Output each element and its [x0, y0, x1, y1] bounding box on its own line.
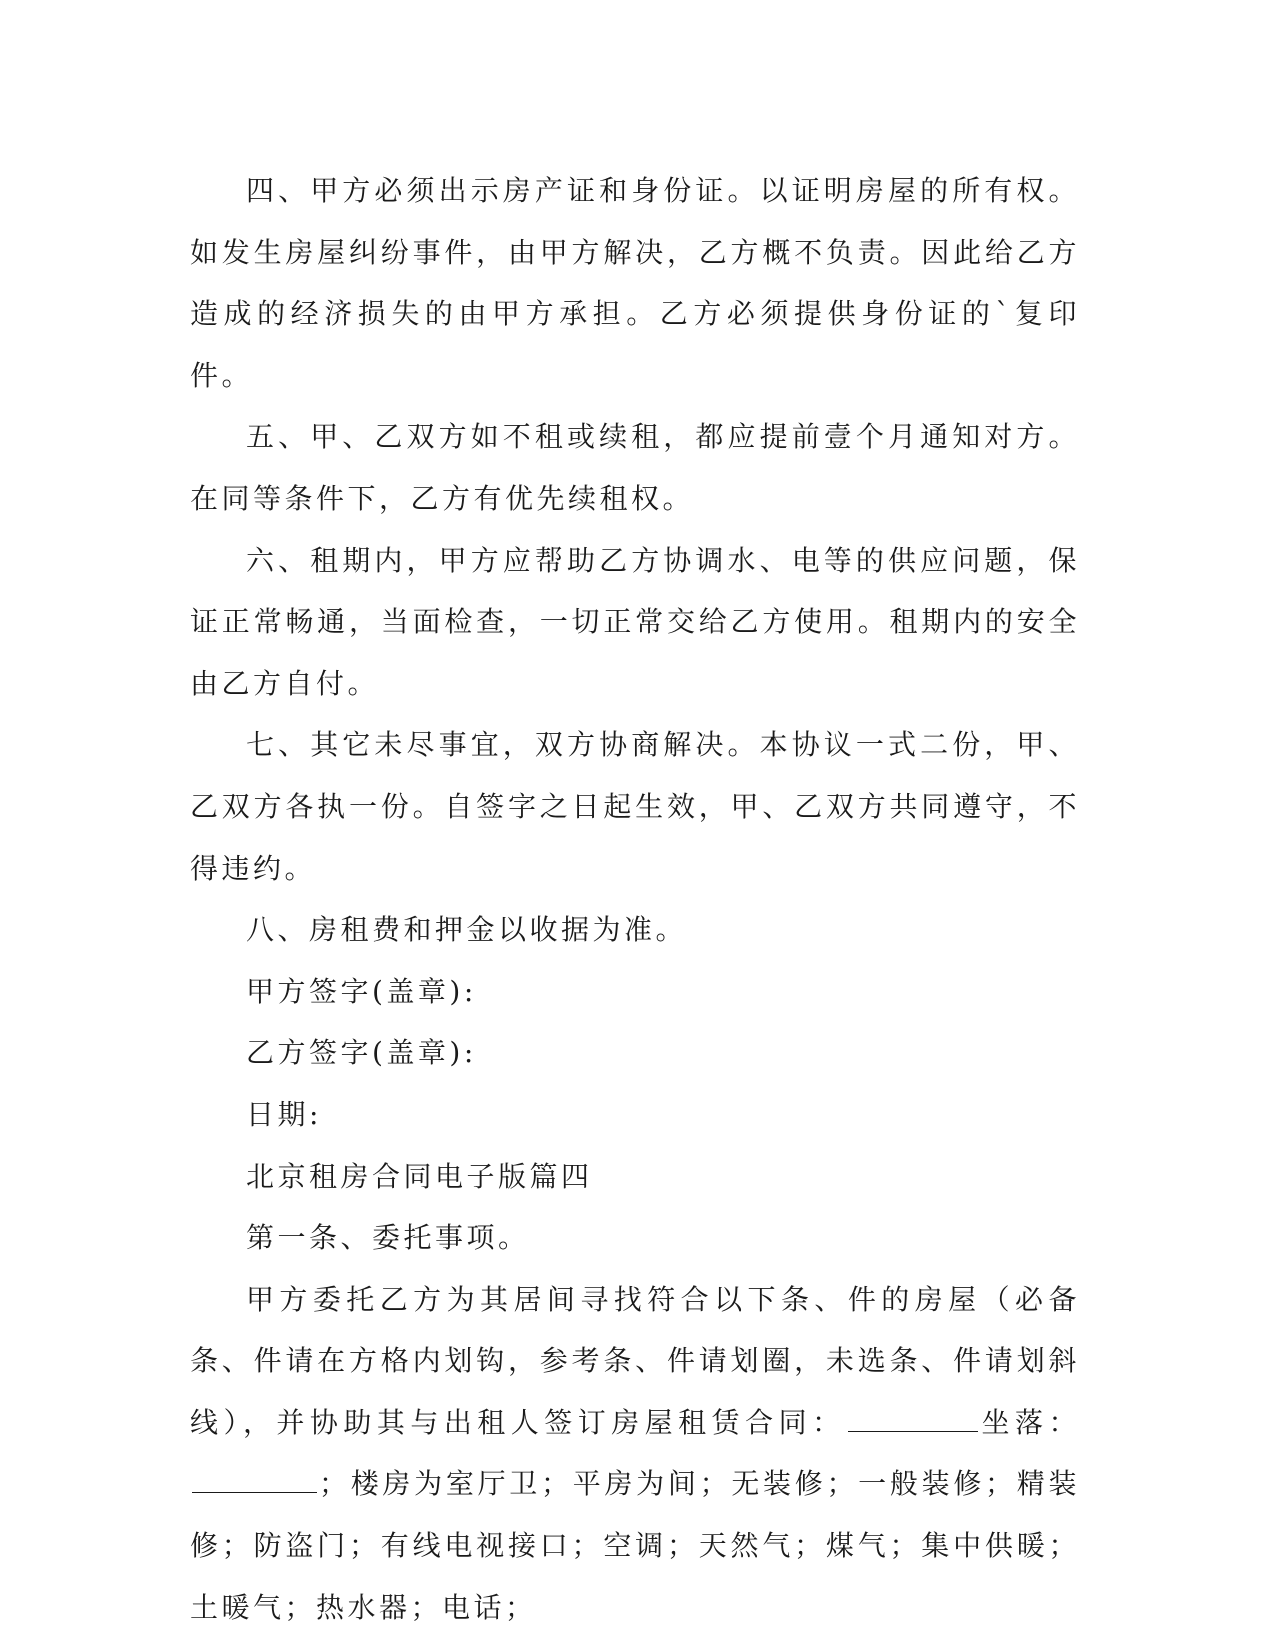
- clause-6: 六、租期内，甲方应帮助乙方协调水、电等的供应问题，保证正常畅通，当面检查，一切正常交给乙方使用。租期内的安全由乙方自付。: [190, 543, 1080, 700]
- clause-8: 八、房租费和押金以收据为准。: [246, 913, 688, 947]
- entrust-text-3: ；楼房为室厅卫；平房为间；无装修；一般装修；精装修；防盗门；有线电视接口；空调；天然气；煤气；集中供暖；土暖气；热水器；电话；: [190, 1467, 1080, 1624]
- signature-party-b: 乙方签字(盖章):: [246, 1036, 477, 1070]
- document-body: [190, 160, 1080, 1638]
- entrust-text-1: 甲方委托乙方为其居间寻找符合以下条、件的房屋（必备条、件请在方格内划钩，参考条、件请划圈，未选条、件请划斜线），并协助其与出租人签订房屋租赁合同：: [190, 1282, 1080, 1439]
- signature-date: 日期:: [246, 1097, 322, 1131]
- entrust-text-2: 坐落：: [979, 1405, 1080, 1439]
- article-1-heading: 第一条、委托事项。: [246, 1221, 530, 1255]
- clause-4: 四、甲方必须出示房产证和身份证。以证明房屋的所有权。如发生房屋纠纷事件，由甲方解决，乙方概不负责。因此给乙方造成的经济损失的由甲方承担。乙方必须提供身份证的`复印件。: [190, 174, 1080, 392]
- blank-field-1: [848, 1401, 978, 1431]
- section-title: 北京租房合同电子版篇四: [246, 1159, 593, 1193]
- clause-5: 五、甲、乙双方如不租或续租，都应提前壹个月通知对方。在同等条件下，乙方有优先续租权。: [190, 420, 1080, 515]
- blank-field-2: [192, 1463, 317, 1493]
- entrust-paragraph: [190, 1269, 1080, 1639]
- signature-party-a: 甲方签字(盖章):: [246, 974, 477, 1008]
- clause-7: 七、其它未尽事宜，双方协商解决。本协议一式二份，甲、乙双方各执一份。自签字之日起生效，甲、乙双方共同遵守，不得违约。: [190, 728, 1080, 885]
